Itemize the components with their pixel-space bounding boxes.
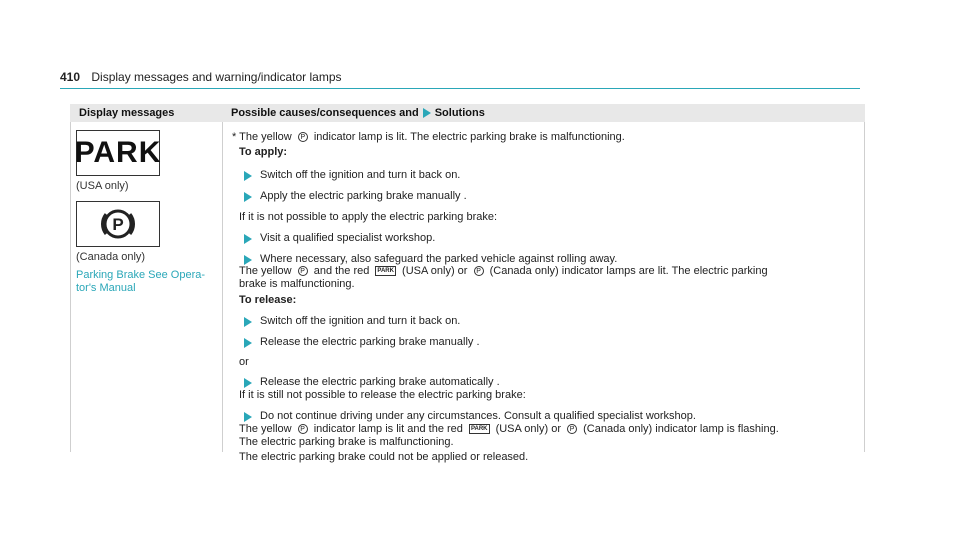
p-indicator-icon: P <box>567 424 577 434</box>
text-line <box>232 131 862 144</box>
link-line-1: Parking Brake See Opera- <box>76 269 206 281</box>
col-header-solutions-text: Solutions <box>434 107 485 119</box>
text-fragment: (USA only) or <box>495 423 561 435</box>
arrow-icon <box>244 338 252 348</box>
park-indicator-icon: PARK <box>377 268 394 275</box>
to-apply-heading: To apply: <box>239 146 288 158</box>
list-item <box>244 410 696 423</box>
text-fragment: indicator lamp is lit and the red <box>313 423 463 435</box>
page-header <box>60 70 342 84</box>
parking-brake-p-icon <box>76 201 160 247</box>
park-display-icon: PARK <box>76 130 160 176</box>
canada-caption: (Canada only) <box>76 251 146 263</box>
list-item-text: Switch off the ignition and turn it back on. <box>260 169 461 181</box>
list-item <box>244 376 500 389</box>
list-item-text: Apply the electric parking brake manually . <box>260 190 467 202</box>
text-line: The electric parking brake is malfunctioning. <box>239 436 454 448</box>
list-item-text: Release the electric parking brake manually . <box>260 336 480 348</box>
arrow-icon <box>244 234 252 244</box>
table-border-left <box>70 122 71 452</box>
table-column-divider <box>222 122 223 452</box>
p-indicator-icon: P <box>298 424 308 434</box>
parking-brake-link[interactable] <box>76 269 216 295</box>
text-line: If it is not possible to apply the electric parking brake: <box>239 211 498 223</box>
text-line: The electric parking brake could not be applied or released. <box>239 451 529 463</box>
list-item <box>244 169 460 182</box>
col-header-causes <box>231 107 485 119</box>
link-line-2: tor's Manual <box>76 282 136 294</box>
text-fragment: and the red <box>313 265 370 277</box>
arrow-icon <box>244 255 252 265</box>
list-item-text: Visit a qualified specialist workshop. <box>260 232 436 244</box>
text-fragment: The yellow <box>239 265 292 277</box>
text-line: If it is still not possible to release the electric parking brake: <box>239 389 526 401</box>
arrow-icon <box>244 412 252 422</box>
list-item-text: Switch off the ignition and turn it back on. <box>260 315 461 327</box>
arrow-icon <box>244 317 252 327</box>
text-fragment: The yellow <box>239 423 292 435</box>
usa-caption: (USA only) <box>76 180 129 192</box>
messages-table <box>70 104 865 463</box>
text-line <box>239 423 869 436</box>
text-fragment: (Canada only) indicator lamp is flashing. <box>583 423 779 435</box>
park-indicator-icon: PARK <box>470 426 488 433</box>
text-line <box>239 265 869 278</box>
arrow-icon <box>423 108 431 118</box>
list-item-text: Release the electric parking brake automatically . <box>260 376 500 388</box>
page-number: 410 <box>60 70 81 84</box>
arrow-icon <box>244 171 252 181</box>
arrow-icon <box>244 192 252 202</box>
col-header-causes-text: Possible causes/consequences and <box>231 107 419 119</box>
to-release-heading: To release: <box>239 294 297 306</box>
text-fragment: * The yellow <box>232 131 292 143</box>
arrow-icon <box>244 378 252 388</box>
display-messages-cell <box>76 130 216 295</box>
text-fragment: (USA only) or <box>402 265 468 277</box>
text-fragment: indicator lamp is lit. The electric parking brake is malfunctioning. <box>313 131 625 143</box>
p-indicator-icon: P <box>298 266 308 276</box>
text-fragment: (Canada only) indicator lamps are lit. The electric parking <box>489 265 768 277</box>
list-item <box>244 232 435 245</box>
list-item <box>244 336 480 349</box>
header-divider <box>60 88 860 89</box>
p-indicator-icon: P <box>298 132 308 142</box>
table-header <box>70 104 865 122</box>
list-item-text: Where necessary, also safeguard the parked vehicle against rolling away. <box>260 253 618 265</box>
list-item <box>244 190 467 203</box>
p-indicator-icon: P <box>474 266 484 276</box>
page-title: Display messages and warning/indicator lamps <box>91 70 342 84</box>
col-header-display-messages: Display messages <box>79 107 175 119</box>
list-item <box>244 315 460 328</box>
p-symbol-text: P <box>112 215 124 234</box>
text-line: brake is malfunctioning. <box>239 278 355 290</box>
list-item-text: Do not continue driving under any circumstances. Consult a qualified specialist workshop. <box>260 410 696 422</box>
or-text: or <box>239 356 249 368</box>
